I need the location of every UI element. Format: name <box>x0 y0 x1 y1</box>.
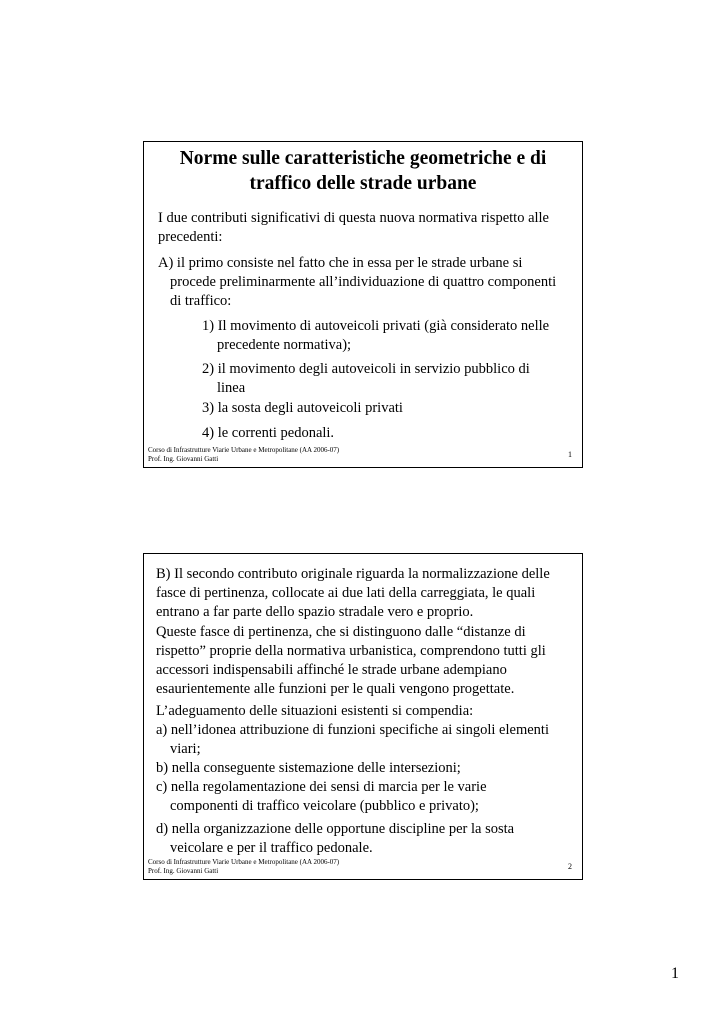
slide-footer <box>148 858 339 875</box>
footer-author: Prof. Ing. Giovanni Gatti <box>148 866 219 875</box>
title-line: traffico delle strade urbane <box>249 173 477 194</box>
slide-number: 2 <box>568 862 572 871</box>
list-item-4 <box>202 424 334 443</box>
text-line: di traffico: <box>170 293 232 309</box>
text-line: fasce di pertinenza, collocate ai due lati della carreggiata, le quali <box>156 585 536 601</box>
text-line: precedente normativa); <box>217 337 352 353</box>
text-line: precedenti: <box>158 229 223 245</box>
text-line: componenti di traffico veicolare (pubblico e privato); <box>170 798 479 814</box>
text-line: B) Il secondo contributo originale riguarda la normalizzazione delle <box>156 566 550 582</box>
text-line: accessori indispensabili affinché le strade urbane adempiano <box>156 662 507 678</box>
text-line: Queste fasce di pertinenza, che si distinguono dalle “distanze di <box>156 624 526 640</box>
text-line: 1) Il movimento di autoveicoli privati (già considerato nelle <box>202 318 550 334</box>
text-line: I due contributi significativi di questa nuova normativa rispetto alle <box>158 210 549 226</box>
document-page-number: 1 <box>671 965 679 982</box>
text-line: 4) le correnti pedonali. <box>202 425 335 441</box>
slide-title <box>144 146 582 196</box>
footer-course: Corso di Infrastrutture Viarie Urbane e Metropolitane (AA 2006-07) <box>148 446 340 454</box>
text-line: entrano a far parte dello spazio stradale vero e proprio. <box>156 604 474 620</box>
list-item-2 <box>202 360 530 398</box>
slide-1 <box>143 141 583 468</box>
footer-course: Corso di Infrastrutture Viarie Urbane e Metropolitane (AA 2006-07) <box>148 858 340 866</box>
text-line: L’adeguamento delle situazioni esistenti si compendia: <box>156 703 474 719</box>
list-item-3 <box>202 399 403 418</box>
adaptation-intro <box>156 702 473 721</box>
adaptation-list <box>156 721 549 858</box>
title-line: Norme sulle caratteristiche geometriche e di <box>179 148 547 169</box>
text-line: veicolare e per il traffico pedonale. <box>170 840 373 856</box>
text-line: esaurientemente alle funzioni per le quali vengono progettate. <box>156 681 515 697</box>
text-line: viari; <box>170 741 201 757</box>
text-line: procede preliminarmente all’individuazione di quattro componenti <box>170 274 557 290</box>
intro-paragraph <box>158 209 549 247</box>
text-line: d) nella organizzazione delle opportune discipline per la sosta <box>156 821 515 837</box>
text-line: c) nella regolamentazione dei sensi di marcia per le varie <box>156 779 487 795</box>
point-a <box>158 254 556 311</box>
list-item-1 <box>202 317 549 355</box>
point-b <box>156 565 550 622</box>
slide-number: 1 <box>568 450 572 459</box>
text-line: b) nella conseguente sistemazione delle intersezioni; <box>156 760 461 776</box>
text-line: a) nell’idonea attribuzione di funzioni specifiche ai singoli elementi <box>156 722 549 738</box>
text-line: rispetto” proprie della normativa urbanistica, comprendono tutti gli <box>156 643 546 659</box>
text-line: A) il primo consiste nel fatto che in essa per le strade urbane si <box>158 255 523 271</box>
text-line: 3) la sosta degli autoveicoli privati <box>202 400 403 416</box>
footer-author: Prof. Ing. Giovanni Gatti <box>148 454 219 463</box>
pertinence-paragraph <box>156 623 546 699</box>
slide-footer <box>148 446 339 463</box>
slide-2 <box>143 553 583 880</box>
text-line: linea <box>217 380 246 396</box>
text-line: 2) il movimento degli autoveicoli in servizio pubblico di <box>202 361 530 377</box>
